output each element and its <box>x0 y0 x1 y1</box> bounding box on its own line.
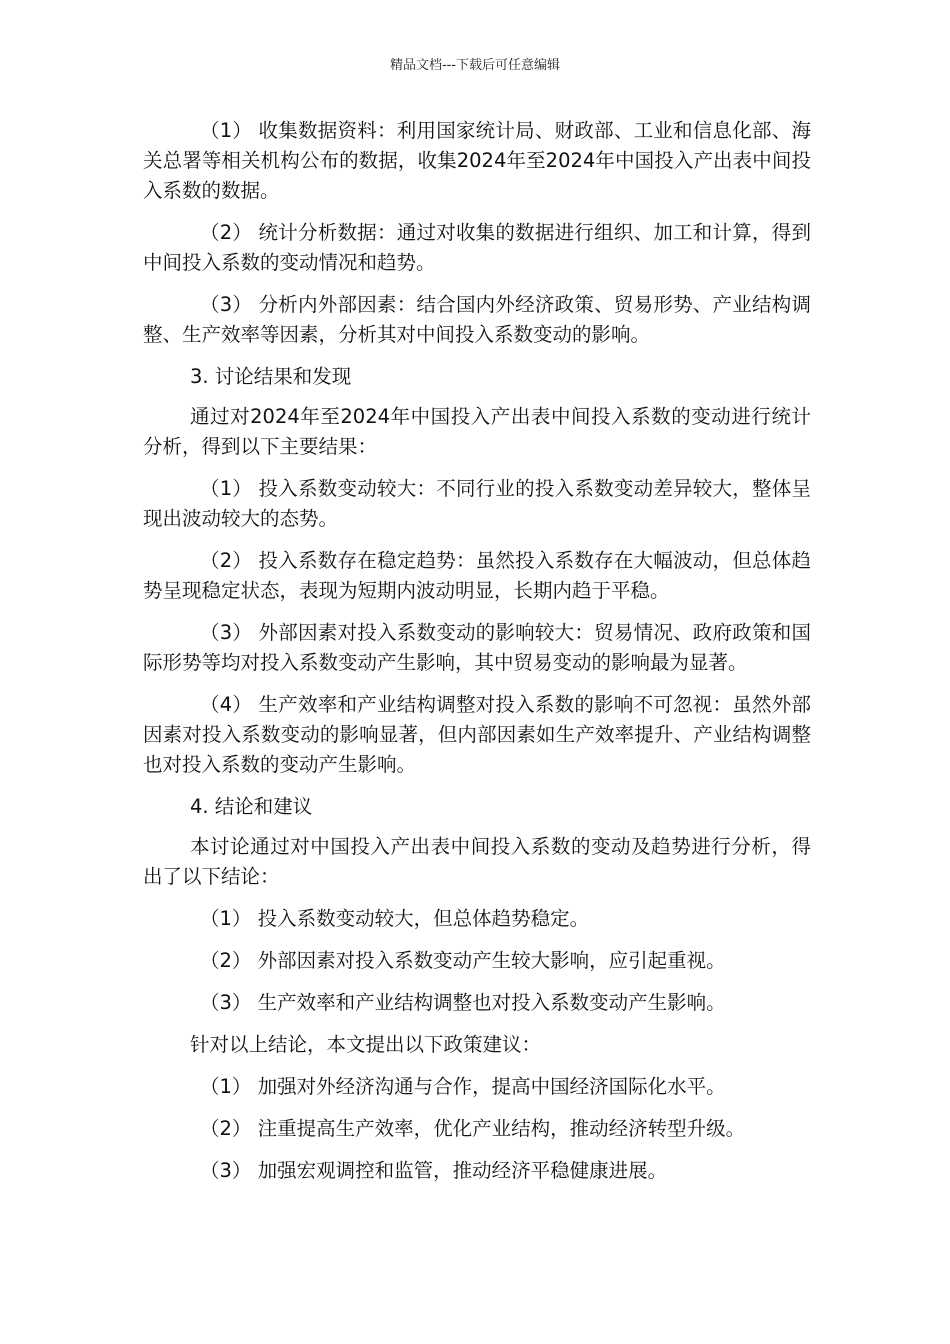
page-header: 精品文档---下载后可任意编辑 <box>389 58 561 73</box>
paragraph-conclusion-3: （3） 生产效率和产业结构调整也对投入系数变动产生影响。 <box>200 991 726 1014</box>
paragraph-suggestion-1: （1） 加强对外经济沟通与合作，提高中国经济国际化水平。 <box>200 1075 726 1098</box>
paragraph-result-2: （2） 投入系数存在稳定趋势：虽然投入系数存在大幅波动，但总体趋势呈现稳定状态，表现为短期内波动明显，长期内趋于平稳。 <box>143 549 811 602</box>
paragraph-suggestions-intro: 针对以上结论，本文提出以下政策建议： <box>190 1033 542 1056</box>
paragraph-conclusion-intro: 本讨论通过对中国投入产出表中间投入系数的变动及趋势进行分析，得出了以下结论： <box>143 835 811 888</box>
paragraph-conclusion-2: （2） 外部因素对投入系数变动产生较大影响，应引起重视。 <box>200 949 726 972</box>
paragraph-conclusion-1: （1） 投入系数变动较大，但总体趋势稳定。 <box>200 907 590 930</box>
paragraph-results-intro: 通过对2024年至2024年中国投入产出表中间投入系数的变动进行统计分析，得到以下主要结果： <box>143 405 811 458</box>
paragraph-result-3: （3） 外部因素对投入系数变动的影响较大：贸易情况、政府政策和国际形势等均对投入系数变动产生影响，其中贸易变动的影响最为显著。 <box>143 621 811 674</box>
paragraph-suggestion-3: （3） 加强宏观调控和监管，推动经济平稳健康进展。 <box>200 1159 668 1182</box>
paragraph-result-4: （4） 生产效率和产业结构调整对投入系数的影响不可忽视：虽然外部因素对投入系数变动的影响显著，但内部因素如生产效率提升、产业结构调整也对投入系数的变动产生影响。 <box>143 693 811 776</box>
paragraph-suggestion-2: （2） 注重提高生产效率，优化产业结构，推动经济转型升级。 <box>200 1117 746 1140</box>
section-heading-results: 3. 讨论结果和发现 <box>190 365 352 388</box>
paragraph-method-2: （2） 统计分析数据：通过对收集的数据进行组织、加工和计算，得到中间投入系数的变动情况和趋势。 <box>143 221 811 274</box>
document-body <box>143 116 811 1198</box>
paragraph-method-3: （3） 分析内外部因素：结合国内外经济政策、贸易形势、产业结构调整、生产效率等因素，分析其对中间投入系数变动的影响。 <box>143 293 811 346</box>
paragraph-result-1: （1） 投入系数变动较大：不同行业的投入系数变动差异较大，整体呈现出波动较大的态势。 <box>143 477 811 530</box>
paragraph-method-1: （1） 收集数据资料：利用国家统计局、财政部、工业和信息化部、海关总署等相关机构公布的数据，收集2024年至2024年中国投入产出表中间投入系数的数据。 <box>143 119 811 202</box>
section-heading-conclusion: 4. 结论和建议 <box>190 795 313 818</box>
